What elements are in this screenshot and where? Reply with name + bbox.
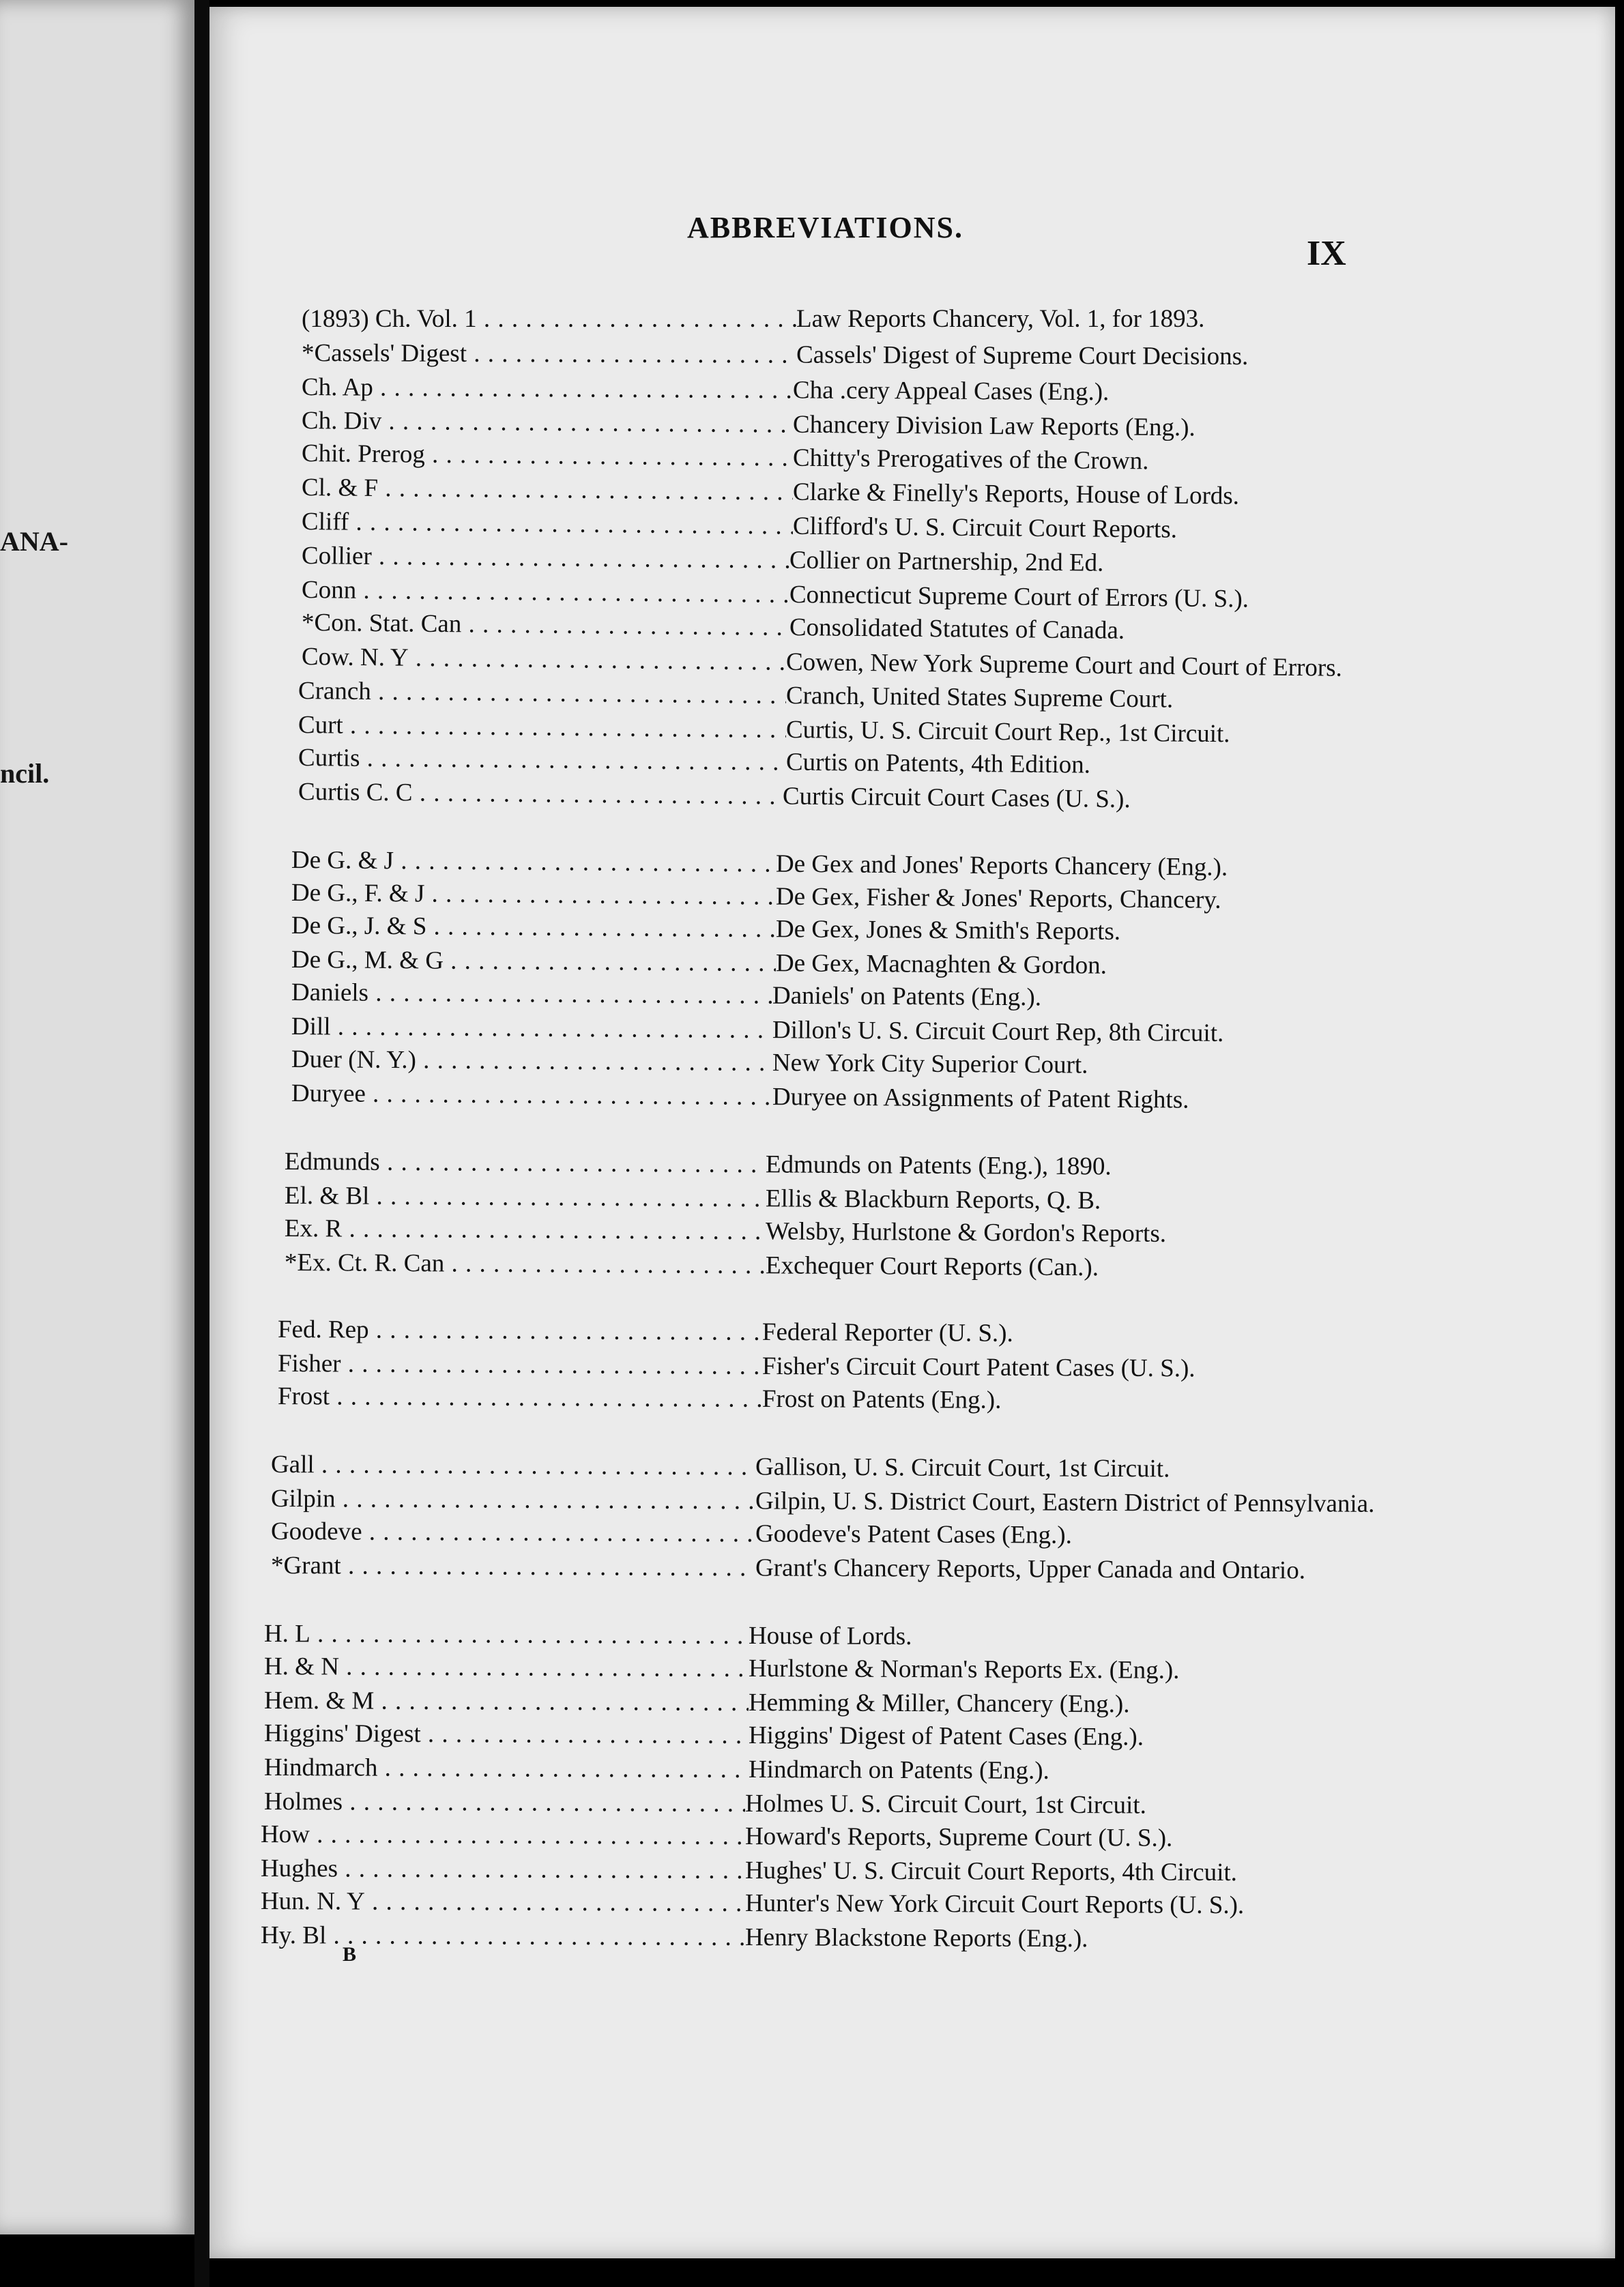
abbreviation-term [302, 640, 787, 680]
abbreviation-description: Hemming & Miller, Chancery (Eng.). [748, 1689, 1130, 1719]
abbreviation-term [291, 909, 776, 946]
abbreviation-term-text: Hughes . . . [261, 1854, 745, 1885]
right-page [209, 7, 1615, 2258]
abbreviation-description: Grant's Chancery Reports, Upper Canada and Ontario. [755, 1554, 1306, 1585]
abbreviation-term [302, 336, 796, 373]
abbreviation-term [302, 437, 793, 476]
abbreviation-term [298, 741, 786, 780]
abbreviation-term-text: Dill . . . [291, 1013, 772, 1045]
abbreviation-entry [302, 302, 1204, 336]
abbreviation-description: Cowen, New York Supreme Court and Court of Errors. [785, 647, 1343, 682]
abbreviation-entry [278, 1380, 1002, 1418]
abbreviation-entry [261, 1884, 1244, 1923]
abbreviation-description: Curtis on Patents, 4th Edition. [785, 748, 1091, 779]
abbreviation-description: Henry Blackstone Reports (Eng.). [744, 1923, 1088, 1953]
abbreviation-term-text: Higgins' Digest . . . [264, 1719, 749, 1751]
abbreviation-entry [291, 909, 1120, 949]
abbreviation-term [261, 1818, 745, 1854]
abbreviation-term [264, 1785, 745, 1821]
left-page [0, 0, 194, 2234]
abbreviation-term-text: De G. & J . . . [291, 846, 776, 879]
abbreviation-term-text: *Cassels' Digest . . . [302, 339, 796, 370]
abbreviation-term-text: Curtis . . . [298, 744, 786, 778]
abbreviation-term [302, 404, 793, 442]
abbreviation-entry [264, 1684, 1130, 1721]
abbreviation-entry [264, 1617, 912, 1654]
abbreviation-term [302, 370, 793, 407]
abbreviation-description: Duryee on Assignments of Patent Rights. [772, 1083, 1189, 1114]
abbreviation-entry [264, 1785, 1146, 1823]
abbreviation-description: Clifford's U. S. Circuit Court Reports. [792, 512, 1178, 544]
abbreviation-term [261, 1919, 745, 1955]
abbreviation-term-text: How . . . [261, 1820, 745, 1851]
abbreviation-entry [271, 1549, 1305, 1588]
abbreviation-term [278, 1313, 762, 1350]
abbreviation-description: Ellis & Blackburn Reports, Q. B. [765, 1184, 1101, 1215]
abbreviation-term-text: *Con. Stat. Can . . . [302, 609, 789, 644]
abbreviation-description: Federal Reporter (U. S.). [762, 1317, 1013, 1348]
abbreviation-entry [291, 1077, 1189, 1118]
abbreviation-term-text: Curtis C. C . . . [298, 778, 783, 813]
abbreviation-description: New York City Superior Court. [772, 1049, 1088, 1079]
abbreviation-term-text: Fed. Rep . . . [278, 1315, 762, 1348]
abbreviation-description: Consolidated Statutes of Canada. [789, 613, 1125, 645]
abbreviation-description: Edmunds on Patents (Eng.), 1890. [765, 1150, 1112, 1181]
abbreviation-description: Gilpin, U. S. District Court, Eastern District of Pennsylvania. [755, 1487, 1375, 1518]
abbreviation-term-text: Hun. N. Y . . . [261, 1887, 745, 1918]
abbreviation-term-text: *Ex. Ct. R. Can . . . [285, 1249, 766, 1281]
abbreviation-term [291, 1043, 772, 1080]
abbreviation-entry [264, 1751, 1049, 1788]
abbreviation-term [264, 1751, 749, 1787]
abbreviation-description: Law Reports Chancery, Vol. 1, for 1893. [796, 305, 1205, 333]
abbreviation-term [291, 876, 776, 914]
abbreviation-description: Collier on Partnership, 2nd Ed. [789, 546, 1104, 577]
abbreviation-description: De Gex, Fisher & Jones' Reports, Chancery. [775, 882, 1221, 914]
abbreviation-term-text: Cranch . . . [298, 677, 786, 712]
abbreviation-term [285, 1145, 766, 1182]
abbreviation-term [264, 1684, 749, 1720]
abbreviation-term-text: El. & Bl . . . [285, 1182, 766, 1214]
abbreviation-term-text: Ch. Ap . . . [302, 373, 793, 405]
abbreviation-term-text: Hem. & M . . . [264, 1687, 749, 1717]
abbreviation-description: House of Lords. [748, 1622, 912, 1651]
abbreviation-term [264, 1650, 749, 1686]
abbreviation-term-text: (1893) Ch. Vol. 1 . . . [302, 305, 796, 333]
abbreviation-term [302, 302, 796, 336]
abbreviation-term [291, 943, 776, 980]
abbreviation-description: Curtis Circuit Court Cases (U. S.). [782, 782, 1131, 814]
abbreviation-term-text: Duryee . . . [291, 1079, 772, 1112]
abbreviation-description: De Gex, Macnaghten & Gordon. [775, 949, 1107, 980]
abbreviation-description: Daniels' on Patents (Eng.). [772, 981, 1042, 1012]
abbreviation-description: Howard's Reports, Supreme Court (U. S.). [744, 1822, 1173, 1852]
abbreviation-term [285, 1246, 766, 1283]
abbreviation-term-text: De G., J. & S . . . [291, 912, 776, 945]
abbreviation-description: Dillon's U. S. Circuit Court Rep, 8th Circuit. [772, 1016, 1224, 1048]
abbreviation-description: Exchequer Court Reports (Can.). [765, 1251, 1099, 1282]
abbreviation-entry [291, 976, 1041, 1015]
abbreviation-entry [298, 775, 1131, 817]
abbreviation-entry [285, 1212, 1166, 1251]
abbreviation-entry [264, 1717, 1144, 1755]
abbreviation-term-text: Cliff . . . [302, 508, 793, 542]
abbreviation-entry [261, 1852, 1237, 1890]
abbreviation-description: Connecticut Supreme Court of Errors (U. S.). [789, 580, 1249, 613]
signature-mark: B [343, 1943, 357, 1966]
abbreviation-term [278, 1380, 762, 1416]
abbreviation-term [291, 976, 772, 1013]
abbreviation-entry [285, 1145, 1112, 1184]
abbreviation-term [261, 1884, 745, 1921]
abbreviation-term [278, 1347, 762, 1384]
abbreviation-term-text: Ch. Div . . . [302, 407, 793, 440]
abbreviation-description: Clarke & Finelly's Reports, House of Lords. [792, 478, 1240, 510]
abbreviation-entry [271, 1515, 1072, 1553]
abbreviation-description: Fisher's Circuit Court Patent Cases (U. S.). [762, 1352, 1195, 1383]
abbreviation-term-text: Duer (N. Y.) . . . [291, 1045, 772, 1079]
abbreviation-description: Hurlstone & Norman's Reports Ex. (Eng.). [748, 1655, 1180, 1685]
abbreviation-entry [271, 1448, 1170, 1486]
abbreviation-description: Hunter's New York Circuit Court Reports (U. S.). [744, 1889, 1245, 1920]
abbreviation-term-text: Hindmarch . . . [264, 1753, 749, 1784]
abbreviation-entry [302, 370, 1110, 409]
abbreviation-term-text: Holmes . . . [264, 1788, 745, 1818]
left-page-fragment: ncil. [0, 758, 50, 789]
abbreviation-term-text: Ex. R . . . [285, 1214, 766, 1247]
abbreviation-term-text: Hy. Bl . . . [261, 1921, 745, 1952]
abbreviation-description: Higgins' Digest of Patent Cases (Eng.). [748, 1721, 1144, 1751]
abbreviation-term [302, 539, 789, 578]
page-number: IX [1307, 234, 1346, 273]
abbreviation-term [302, 606, 789, 645]
abbreviation-term [271, 1482, 755, 1518]
abbreviation-term [271, 1448, 755, 1484]
book-gutter [194, 0, 209, 2287]
abbreviation-term-text: Edmunds . . . [285, 1148, 766, 1180]
abbreviation-description: Cranch, United States Supreme Court. [785, 681, 1174, 714]
abbreviation-term-text: H. L . . . [264, 1620, 749, 1650]
abbreviation-description: De Gex, Jones & Smith's Reports. [775, 915, 1121, 946]
abbreviation-term-text: Gilpin . . . [271, 1485, 755, 1516]
abbreviation-entry [261, 1919, 1088, 1956]
abbreviation-description: Cha .cery Appeal Cases (Eng.). [792, 376, 1110, 407]
abbreviation-term [264, 1717, 749, 1753]
abbreviation-term [285, 1212, 766, 1249]
abbreviation-term [298, 674, 786, 713]
abbreviation-term [271, 1549, 755, 1585]
abbreviation-term [291, 1077, 772, 1114]
abbreviation-term-text: *Grant . . . [271, 1552, 755, 1583]
abbreviation-term [264, 1617, 749, 1653]
abbreviation-description: Frost on Patents (Eng.). [762, 1384, 1002, 1414]
abbreviation-term-text: Daniels . . . [291, 978, 772, 1011]
abbreviation-description: Holmes U. S. Circuit Court, 1st Circuit. [744, 1790, 1146, 1820]
abbreviation-term-text: Cl. & F . . . [302, 474, 793, 508]
abbreviation-description: De Gex and Jones' Reports Chancery (Eng.). [775, 849, 1228, 882]
abbreviation-term-text: Frost . . . [278, 1382, 762, 1414]
abbreviation-description: Goodeve's Patent Cases (Eng.). [755, 1519, 1073, 1549]
abbreviation-entry [261, 1818, 1173, 1856]
abbreviation-term-text: Fisher . . . [278, 1350, 762, 1381]
abbreviation-term-text: Conn . . . [302, 576, 789, 610]
abbreviation-term-text: Gall . . . [271, 1451, 755, 1482]
abbreviation-term-text: Goodeve . . . [271, 1517, 755, 1549]
abbreviation-term-text: Cow. N. Y . . . [302, 643, 786, 678]
abbreviation-entry [278, 1313, 1013, 1351]
abbreviation-term [285, 1179, 766, 1216]
abbreviation-term [302, 471, 793, 510]
abbreviation-entry [285, 1246, 1099, 1285]
left-page-fragment: ANA- [0, 526, 68, 557]
abbreviation-term-text: Chit. Prerog . . . [302, 439, 793, 474]
abbreviation-term-text: Collier . . . [302, 542, 789, 576]
abbreviation-description: Chancery Division Law Reports (Eng.). [792, 410, 1195, 442]
abbreviation-description: Hughes' U. S. Circuit Court Reports, 4th Circuit. [744, 1856, 1238, 1887]
abbreviation-term [271, 1515, 755, 1551]
abbreviation-term [302, 505, 793, 544]
abbreviation-entry [264, 1650, 1180, 1688]
abbreviation-term-text: De G., F. & J . . . [291, 879, 776, 913]
abbreviation-term-text: De G., M. & G . . . [291, 946, 776, 979]
abbreviation-entry [302, 336, 1249, 374]
abbreviation-term [291, 843, 776, 882]
abbreviation-term [291, 1010, 772, 1047]
abbreviation-term-text: H. & N . . . [264, 1652, 749, 1683]
abbreviation-description: Chitty's Prerogatives of the Crown. [792, 443, 1149, 476]
abbreviation-term-text: Curt . . . [298, 711, 786, 745]
abbreviation-description: Cassels' Digest of Supreme Court Decisions. [796, 340, 1249, 371]
abbreviation-description: Gallison, U. S. Circuit Court, 1st Circuit. [755, 1453, 1170, 1483]
abbreviation-description: Hindmarch on Patents (Eng.). [748, 1756, 1049, 1785]
abbreviation-term [261, 1852, 745, 1888]
abbreviation-description: Welsby, Hurlstone & Gordon's Reports. [765, 1217, 1167, 1248]
abbreviation-term [298, 775, 783, 814]
abbreviation-description: Curtis, U. S. Circuit Court Rep., 1st Circuit. [785, 715, 1230, 748]
page-title: ABBREVIATIONS. [687, 211, 963, 244]
abbreviation-entry [291, 1043, 1088, 1083]
